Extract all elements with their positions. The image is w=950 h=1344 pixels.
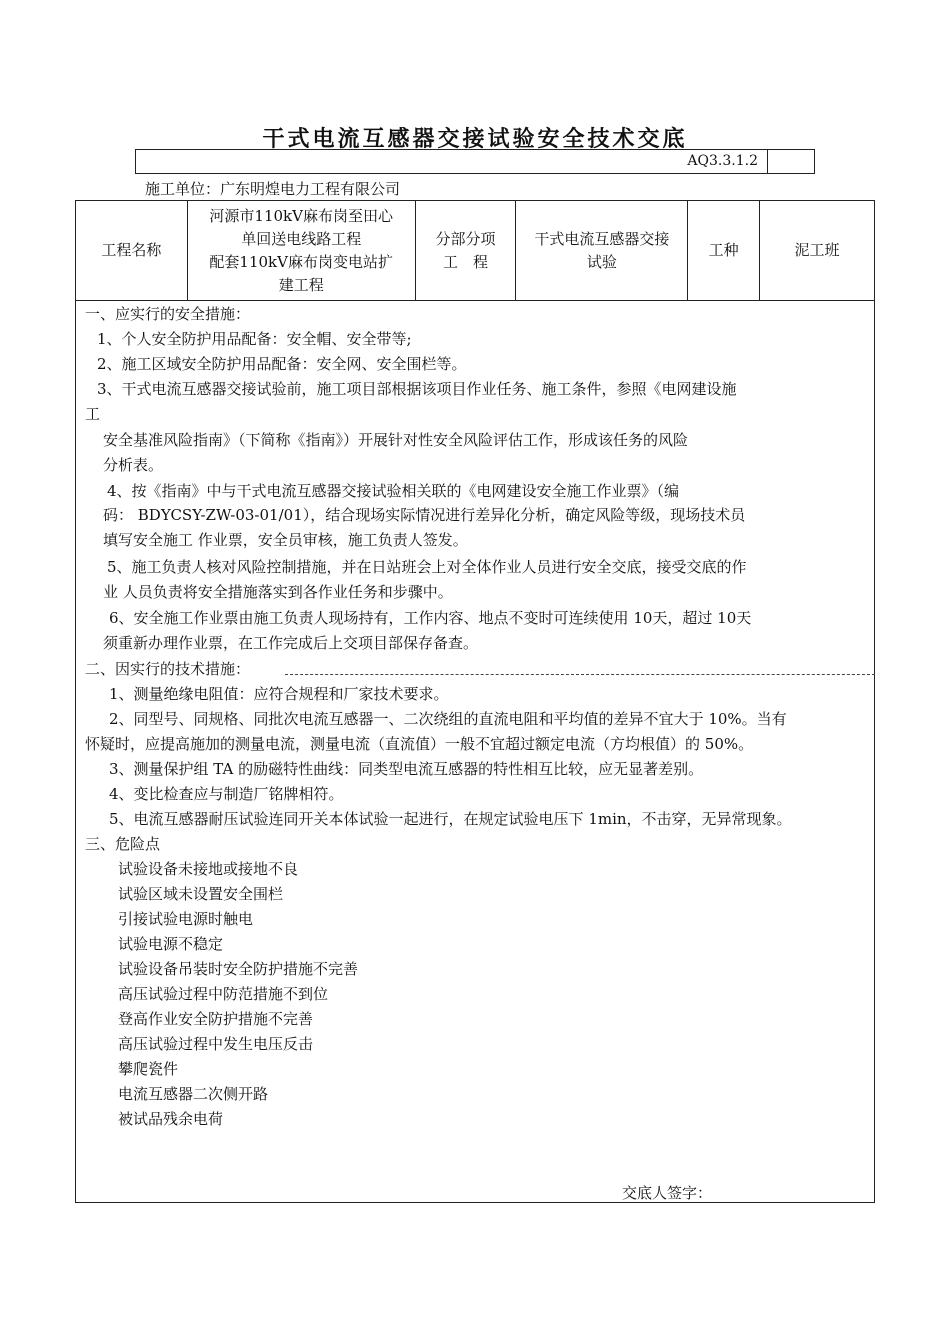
subitem-label-line-2: 工 程 [443,252,489,271]
subitem-value-line-1: 干式电流互感器交接 [534,229,670,248]
dashed-rule [285,674,875,675]
content-line: 填写安全施工 作业票，安全员审核，施工负责人签发。 [103,531,468,549]
hazard-item: 试验电源不稳定 [118,935,224,953]
section-heading: 二、因实行的技术措施： [85,660,251,678]
content-line: 1、个人安全防护用品配备：安全帽、安全带等; [97,330,412,348]
subitem-value [516,201,688,301]
content-line: 分析表。 [103,456,164,474]
subitem-value-line-2: 试验 [586,252,617,271]
content-line: 5、电流互感器耐压试验连同开关本体试验一起进行，在规定试验电压下 1min，不击穿，无异常现象。 [109,810,792,828]
content-line: 2、同型号、同规格、同批次电流互感器一、二次绕组的直流电阻和平均值的差异不宜大于 10%。当有 [109,710,787,728]
trade-value: 泥工班 [760,201,875,301]
section-heading: 一、应实行的安全措施： [85,305,251,323]
content-line: 5、施工负责人核对风险控制措施，并在日站班会上对全体作业人员进行安全交底，接受交底的作 [107,558,747,576]
content-line: 2、施工区域安全防护用品配备：安全网、安全围栏等。 [97,355,467,373]
project-info-table [75,200,875,301]
content-line: 4、按《指南》中与干式电流互感器交接试验相关联的《电网建设安全施工作业票》（编 [107,482,680,500]
hazard-item: 试验区域未设置安全围栏 [118,885,284,903]
hazard-item: 试验设备吊装时安全防护措施不完善 [118,960,359,978]
section-heading: 三、危险点 [85,835,161,853]
content-line: 1、测量绝缘电阻值：应符合规程和厂家技术要求。 [109,685,449,703]
hazard-item: 高压试验过程中发生电压反击 [118,1035,314,1053]
project-line-2: 单回送电线路工程 [241,229,362,248]
doc-code-box [135,149,815,174]
content-line: 安全基准风险指南》（下简称《指南》）开展针对性安全风险评估工作，形成该任务的风险 [103,431,689,449]
content-line: 须重新办理作业票，在工作完成后上交项目部保存备查。 [103,634,479,652]
hazard-item: 高压试验过程中防范措施不到位 [118,985,329,1003]
hazard-item: 被试品残余电荷 [118,1110,224,1128]
content-line: 工 [85,405,101,423]
content-line: 码： BDYCSY-ZW-03-01/01），结合现场实际情况进行差异化分析，确定风险等级，现场技术员 [103,506,746,524]
project-line-1: 河源市110kV麻布岗至田心 [209,206,393,225]
document-title: 干式电流互感器交接试验安全技术交底 [262,127,688,152]
content-line: 业 人员负责将安全措施落实到各作业任务和步骤中。 [103,583,453,601]
project-line-3: 配套110kV麻布岗变电站扩 [209,252,393,271]
project-name-label: 工程名称 [76,201,188,301]
content-line: 6、安全施工作业票由施工负责人现场持有，工作内容、地点不变时可连续使用 10天，超过 10天 [109,609,752,627]
subitem-label [415,201,516,301]
content-line: 4、变比检查应与制造厂铭牌相符。 [109,785,344,803]
content-line: 怀疑时，应提高施加的测量电流，测量电流（直流值）一般不宜超过额定电流（方均根值）的 50%。 [85,735,754,753]
trade-label: 工种 [688,201,760,301]
hazard-item: 攀爬瓷件 [118,1060,179,1078]
hazard-item: 试验设备未接地或接地不良 [118,860,299,878]
project-line-4: 建工程 [278,275,324,294]
hazard-item: 电流互感器二次侧开路 [118,1085,269,1103]
subitem-label-line-1: 分部分项 [435,229,496,248]
construction-unit: 施工单位：广东明煌电力工程有限公司 [145,180,401,198]
content-line: 3、测量保护组 TA 的励磁特性曲线：同类型电流互感器的特性相互比较，应无显著差别。 [109,760,704,778]
hazard-item: 登高作业安全防护措施不完善 [118,1010,314,1028]
doc-code-divider [767,150,768,173]
content-line: 3、干式电流互感器交接试验前，施工项目部根据该项目作业任务、施工条件，参照《电网建设施 [97,380,737,398]
doc-code: AQ3.3.1.2 [687,153,758,169]
hazard-item: 引接试验电源时触电 [118,910,254,928]
signature-label: 交底人签字： [622,1184,713,1202]
project-name-value [187,201,415,301]
